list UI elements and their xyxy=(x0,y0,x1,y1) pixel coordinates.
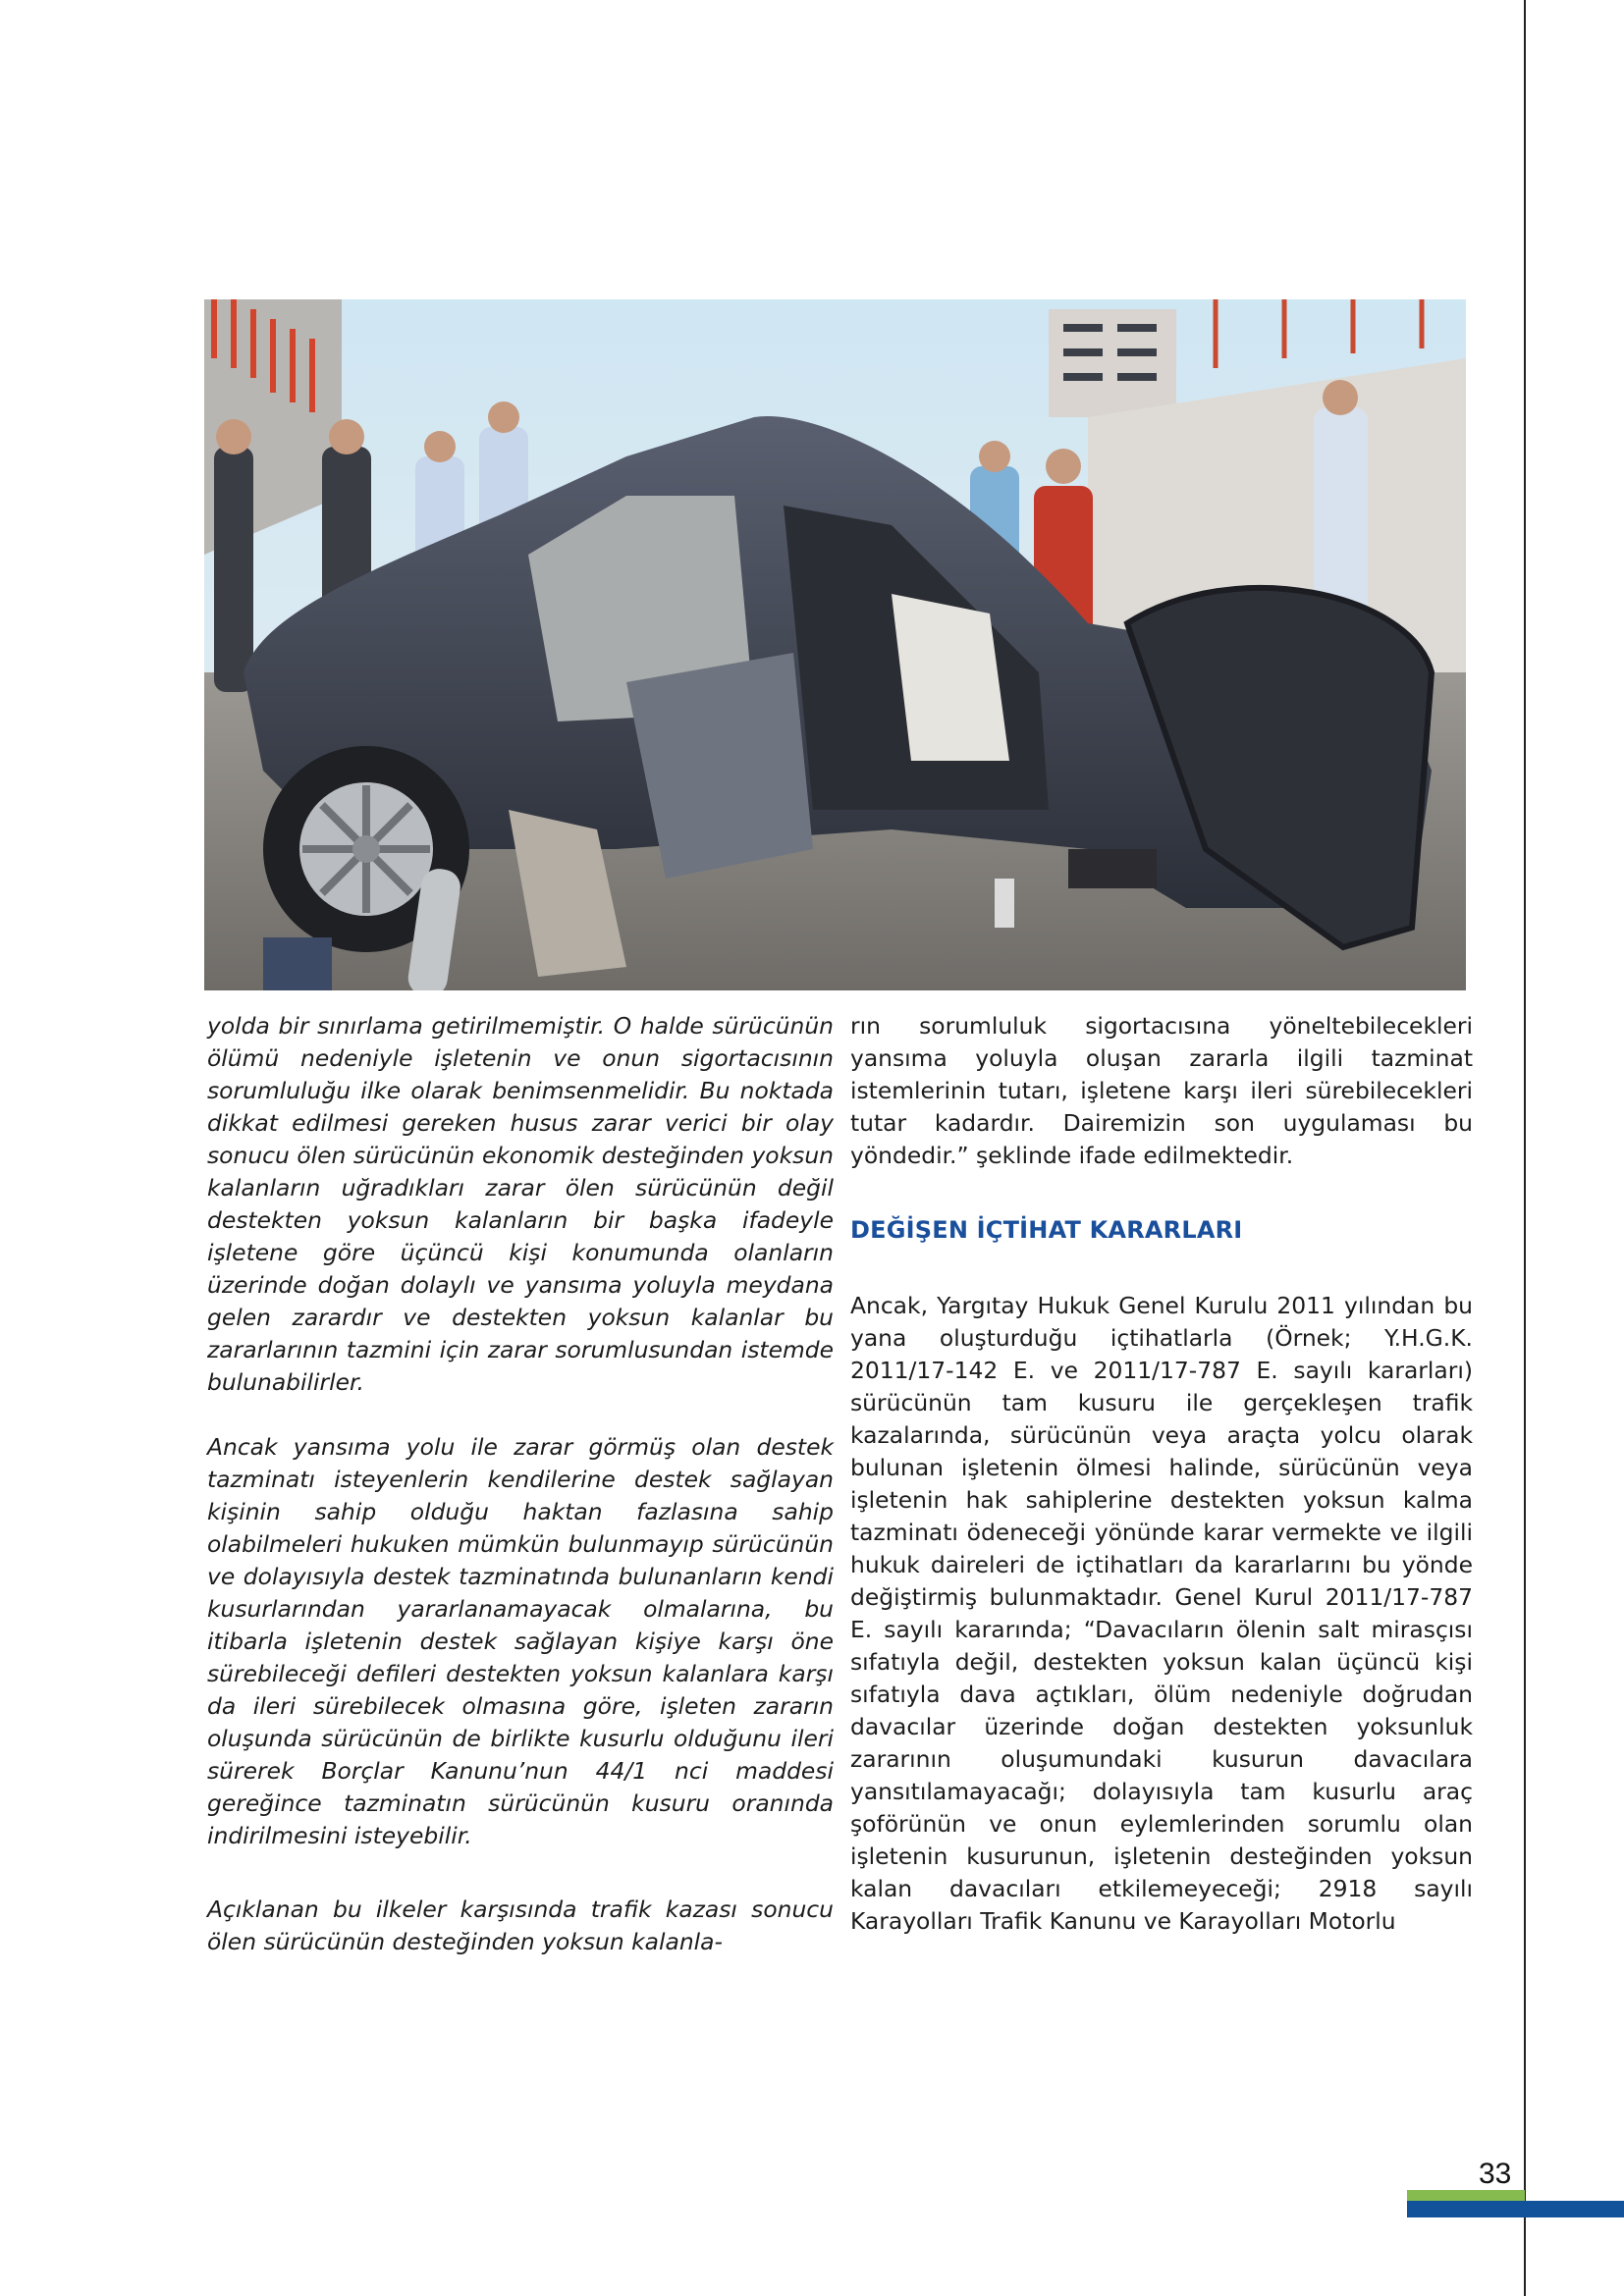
right-column xyxy=(850,1010,1473,1938)
left-paragraph: yolda bir sınırlama getirilmemiştir. O halde sürücünün ölümü nedeniyle işletenin ve onun sigortacısının sorumluluğu ilke olarak benimsenmelidir. Bu noktada dikkat edilmesi gereken husus zarar verici bir olay sonucu ölen sürücünün ekonomik desteğinden yoksun kalanların uğradıkları zarar ölen sürücünün değil destekten yoksun kalanların bir başka ifadeyle işletene göre üçüncü kişi konumunda olanların üzerinde doğan dolaylı ve yansıma yoluyla meydana gelen zarardır ve destekten yoksun kalanlar bu zararlarının tazmini için zarar sorumlusundan istemde bulunabilirler. xyxy=(207,1012,834,1396)
section-heading: DEĞİŞEN İÇTİHAT KARARLARI xyxy=(850,1216,1243,1244)
footer-accent-blue xyxy=(1407,2201,1624,2217)
left-paragraph: Açıklanan bu ilkeler karşısında trafik kazası sonucu ölen sürücünün desteğinden yoksun kalanla- xyxy=(207,1896,834,1955)
left-column xyxy=(207,1010,834,1958)
page-margin-rule xyxy=(1524,0,1526,2296)
right-paragraph: Ancak, Yargıtay Hukuk Genel Kurulu 2011 yılından bu yana oluşturduğu içtihatlarla (Örnek; Y.H.G.K. 2011/17-142 E. ve 2011/17-787 E. sayılı kararları) sürücünün tam kusuru ile gerçekleşen trafik kazalarında, sürücünün veya araçta yolcu olarak bulunan işletenin ölmesi halinde, sürücünün veya işletenin hak sahiplerine destekten yoksun kalma tazminatı ödeneceği yönünde karar vermekte ve ilgili hukuk daireleri de içtihatları da kararlarını bu yönde değiştirmiş bulunmaktadır. Genel Kurul 2011/17-787 E. sayılı kararında; “Davacıların ölenin salt mirasçısı sıfatıyla değil, destekten yoksun kalan üçüncü kişi sıfatıyla dava açtıkları, ölüm nedeniyle doğrudan davacılar üzerinde doğan destekten yoksunluk zararının oluşumundaki kusurun davacılara yansıtılamayacağı; dolayısıyla tam kusurlu araç şoförünün ve onun eylemlerinden sorumlu olan işletenin kusurunun, işletenin desteğinden yoksun kalan davacıları etkilemeyeceği; 2918 sayılı Karayolları Trafik Kanunu ve Karayolları Motorlu xyxy=(850,1292,1473,1935)
footer-accent-green xyxy=(1407,2190,1525,2201)
accident-photo xyxy=(204,299,1466,990)
left-paragraph: Ancak yansıma yolu ile zarar görmüş olan destek tazminatı isteyenlerin kendilerine destek sağlayan kişinin sahip olduğu haktan fazlasına sahip olabilmeleri hukuken mümkün bulunmayıp sürücünün ve dolayısıyla destek tazminatında bulunanların kendi kusurlarından yararlanamayacak olmalarına, bu itibarla işletenin destek sağlayan kişiye karşı öne sürebileceği defileri destekten yoksun kalanlara karşı da ileri sürebilecek olmasına göre, işleten zararın oluşunda sürücünün de birlikte kusurlu olduğunu ileri sürerek Borçlar Kanunu’nun 44/1 nci maddesi gereğince tazminatın sürücünün kusuru oranında indirilmesini isteyebilir. xyxy=(207,1433,834,1849)
right-paragraph: rın sorumluluk sigortacısına yöneltebilecekleri yansıma yoluyla oluşan zararla ilgili tazminat istemlerinin tutarı, işletene karşı ileri sürebilecekleri tutar kadardır. Dairemizin son uygulaması bu yöndedir.” şeklinde ifade edilmektedir. xyxy=(850,1012,1473,1169)
crashed-car-illustration xyxy=(204,299,1466,990)
page-number: 33 xyxy=(1479,2158,1512,2190)
